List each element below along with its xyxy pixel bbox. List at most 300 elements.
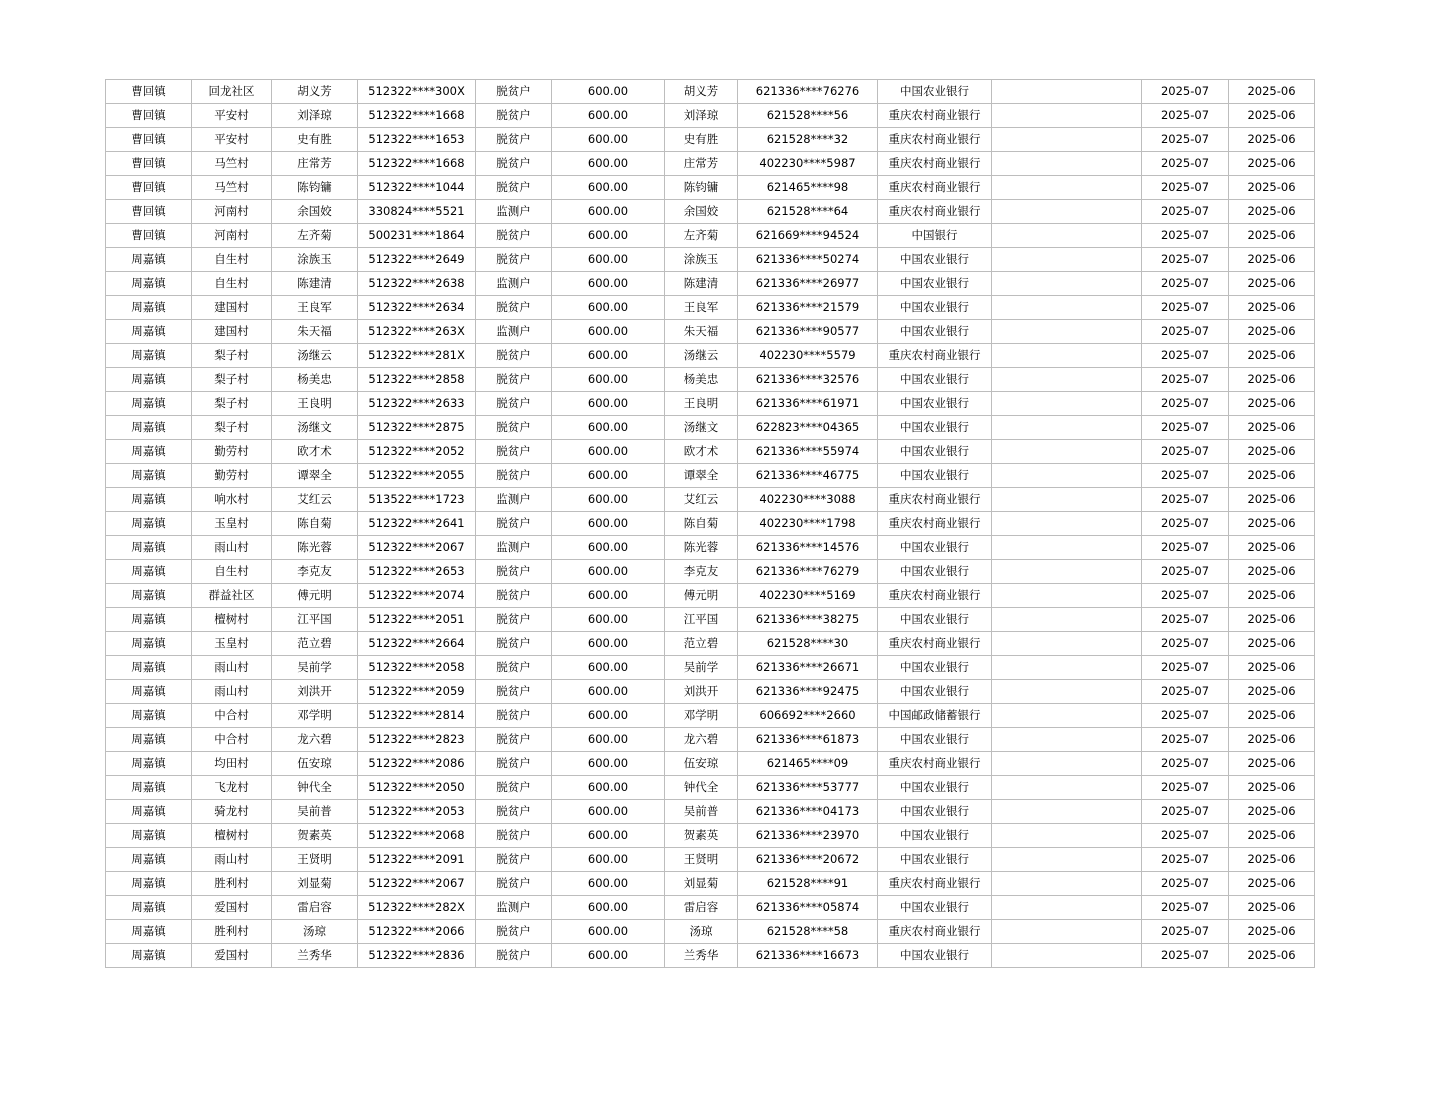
household-type-cell: 监测户 <box>476 272 552 296</box>
village-cell: 勤劳村 <box>192 440 272 464</box>
village-cell: 玉皇村 <box>192 512 272 536</box>
id-number-cell: 512322****2059 <box>358 680 476 704</box>
amount-cell: 600.00 <box>552 560 665 584</box>
town-cell: 周嘉镇 <box>106 512 192 536</box>
household-type-cell: 脱贫户 <box>476 824 552 848</box>
bank-cell: 中国农业银行 <box>878 776 992 800</box>
id-number-cell: 512322****2067 <box>358 536 476 560</box>
town-cell: 周嘉镇 <box>106 608 192 632</box>
remark-cell <box>992 848 1142 872</box>
period-month-cell: 2025-06 <box>1229 560 1315 584</box>
town-cell: 曹回镇 <box>106 224 192 248</box>
table-row <box>106 944 1315 968</box>
town-cell: 周嘉镇 <box>106 560 192 584</box>
id-number-cell: 512322****2067 <box>358 872 476 896</box>
amount-cell: 600.00 <box>552 632 665 656</box>
remark-cell <box>992 656 1142 680</box>
bank-cell: 中国农业银行 <box>878 800 992 824</box>
id-number-cell: 512322****282X <box>358 896 476 920</box>
town-cell: 周嘉镇 <box>106 944 192 968</box>
household-type-cell: 脱贫户 <box>476 464 552 488</box>
amount-cell: 600.00 <box>552 512 665 536</box>
name-cell: 吴前普 <box>272 800 358 824</box>
id-number-cell: 512322****1653 <box>358 128 476 152</box>
issue-month-cell: 2025-07 <box>1142 896 1229 920</box>
household-type-cell: 脱贫户 <box>476 392 552 416</box>
village-cell: 中合村 <box>192 728 272 752</box>
issue-month-cell: 2025-07 <box>1142 368 1229 392</box>
period-month-cell: 2025-06 <box>1229 224 1315 248</box>
id-number-cell: 512322****2058 <box>358 656 476 680</box>
table-row <box>106 560 1315 584</box>
town-cell: 周嘉镇 <box>106 800 192 824</box>
household-type-cell: 脱贫户 <box>476 176 552 200</box>
id-number-cell: 512322****2053 <box>358 800 476 824</box>
bank-cell: 中国农业银行 <box>878 320 992 344</box>
table-row <box>106 296 1315 320</box>
id-number-cell: 513522****1723 <box>358 488 476 512</box>
account-holder-cell: 汤继云 <box>665 344 738 368</box>
household-type-cell: 脱贫户 <box>476 800 552 824</box>
village-cell: 河南村 <box>192 200 272 224</box>
household-type-cell: 脱贫户 <box>476 128 552 152</box>
period-month-cell: 2025-06 <box>1229 272 1315 296</box>
town-cell: 周嘉镇 <box>106 872 192 896</box>
name-cell: 李克友 <box>272 560 358 584</box>
account-holder-cell: 陈自菊 <box>665 512 738 536</box>
account-holder-cell: 史有胜 <box>665 128 738 152</box>
name-cell: 钟代全 <box>272 776 358 800</box>
bank-cell: 中国银行 <box>878 224 992 248</box>
household-type-cell: 脱贫户 <box>476 608 552 632</box>
household-type-cell: 脱贫户 <box>476 152 552 176</box>
bank-cell: 中国农业银行 <box>878 848 992 872</box>
amount-cell: 600.00 <box>552 704 665 728</box>
remark-cell <box>992 704 1142 728</box>
period-month-cell: 2025-06 <box>1229 584 1315 608</box>
village-cell: 梨子村 <box>192 392 272 416</box>
issue-month-cell: 2025-07 <box>1142 608 1229 632</box>
issue-month-cell: 2025-07 <box>1142 80 1229 104</box>
remark-cell <box>992 152 1142 176</box>
amount-cell: 600.00 <box>552 128 665 152</box>
name-cell: 王贤明 <box>272 848 358 872</box>
account-holder-cell: 范立碧 <box>665 632 738 656</box>
amount-cell: 600.00 <box>552 416 665 440</box>
issue-month-cell: 2025-07 <box>1142 344 1229 368</box>
village-cell: 自生村 <box>192 272 272 296</box>
id-number-cell: 512322****2664 <box>358 632 476 656</box>
account-number-cell: 621336****38275 <box>738 608 878 632</box>
account-number-cell: 621336****21579 <box>738 296 878 320</box>
account-number-cell: 621336****23970 <box>738 824 878 848</box>
amount-cell: 600.00 <box>552 728 665 752</box>
table-row <box>106 800 1315 824</box>
table-row <box>106 656 1315 680</box>
village-cell: 平安村 <box>192 128 272 152</box>
town-cell: 曹回镇 <box>106 200 192 224</box>
household-type-cell: 脱贫户 <box>476 440 552 464</box>
town-cell: 曹回镇 <box>106 104 192 128</box>
id-number-cell: 512322****1668 <box>358 104 476 128</box>
issue-month-cell: 2025-07 <box>1142 224 1229 248</box>
issue-month-cell: 2025-07 <box>1142 248 1229 272</box>
issue-month-cell: 2025-07 <box>1142 680 1229 704</box>
account-number-cell: 621465****09 <box>738 752 878 776</box>
amount-cell: 600.00 <box>552 656 665 680</box>
household-type-cell: 监测户 <box>476 488 552 512</box>
bank-cell: 中国农业银行 <box>878 656 992 680</box>
household-type-cell: 脱贫户 <box>476 80 552 104</box>
table-row <box>106 752 1315 776</box>
issue-month-cell: 2025-07 <box>1142 320 1229 344</box>
account-holder-cell: 庄常芳 <box>665 152 738 176</box>
account-number-cell: 621336****50274 <box>738 248 878 272</box>
table-row <box>106 632 1315 656</box>
account-holder-cell: 刘显菊 <box>665 872 738 896</box>
bank-cell: 重庆农村商业银行 <box>878 512 992 536</box>
account-number-cell: 621336****26977 <box>738 272 878 296</box>
period-month-cell: 2025-06 <box>1229 200 1315 224</box>
period-month-cell: 2025-06 <box>1229 800 1315 824</box>
name-cell: 欧才术 <box>272 440 358 464</box>
id-number-cell: 512322****2086 <box>358 752 476 776</box>
issue-month-cell: 2025-07 <box>1142 728 1229 752</box>
name-cell: 吴前学 <box>272 656 358 680</box>
issue-month-cell: 2025-07 <box>1142 944 1229 968</box>
issue-month-cell: 2025-07 <box>1142 824 1229 848</box>
issue-month-cell: 2025-07 <box>1142 296 1229 320</box>
account-number-cell: 622823****04365 <box>738 416 878 440</box>
village-cell: 飞龙村 <box>192 776 272 800</box>
amount-cell: 600.00 <box>552 440 665 464</box>
id-number-cell: 512322****2055 <box>358 464 476 488</box>
town-cell: 周嘉镇 <box>106 296 192 320</box>
name-cell: 雷启容 <box>272 896 358 920</box>
period-month-cell: 2025-06 <box>1229 920 1315 944</box>
id-number-cell: 512322****300X <box>358 80 476 104</box>
account-number-cell: 402230****5987 <box>738 152 878 176</box>
id-number-cell: 500231****1864 <box>358 224 476 248</box>
account-holder-cell: 傅元明 <box>665 584 738 608</box>
issue-month-cell: 2025-07 <box>1142 464 1229 488</box>
account-number-cell: 621336****61971 <box>738 392 878 416</box>
account-holder-cell: 陈建清 <box>665 272 738 296</box>
table-row <box>106 776 1315 800</box>
village-cell: 檀树村 <box>192 608 272 632</box>
id-number-cell: 512322****2051 <box>358 608 476 632</box>
bank-cell: 中国农业银行 <box>878 464 992 488</box>
account-number-cell: 621336****04173 <box>738 800 878 824</box>
remark-cell <box>992 320 1142 344</box>
account-holder-cell: 左齐菊 <box>665 224 738 248</box>
bank-cell: 中国农业银行 <box>878 560 992 584</box>
village-cell: 梨子村 <box>192 368 272 392</box>
remark-cell <box>992 368 1142 392</box>
table-row <box>106 80 1315 104</box>
amount-cell: 600.00 <box>552 848 665 872</box>
village-cell: 爱国村 <box>192 896 272 920</box>
town-cell: 周嘉镇 <box>106 488 192 512</box>
id-number-cell: 512322****2074 <box>358 584 476 608</box>
account-number-cell: 621465****98 <box>738 176 878 200</box>
table-row <box>106 152 1315 176</box>
name-cell: 陈钧镛 <box>272 176 358 200</box>
amount-cell: 600.00 <box>552 920 665 944</box>
village-cell: 檀树村 <box>192 824 272 848</box>
amount-cell: 600.00 <box>552 248 665 272</box>
bank-cell: 中国邮政储蓄银行 <box>878 704 992 728</box>
remark-cell <box>992 536 1142 560</box>
period-month-cell: 2025-06 <box>1229 656 1315 680</box>
account-number-cell: 402230****1798 <box>738 512 878 536</box>
account-holder-cell: 伍安琼 <box>665 752 738 776</box>
issue-month-cell: 2025-07 <box>1142 272 1229 296</box>
village-cell: 马竺村 <box>192 176 272 200</box>
household-type-cell: 脱贫户 <box>476 560 552 584</box>
table-row <box>106 128 1315 152</box>
amount-cell: 600.00 <box>552 80 665 104</box>
bank-cell: 中国农业银行 <box>878 440 992 464</box>
table-row <box>106 392 1315 416</box>
bank-cell: 中国农业银行 <box>878 608 992 632</box>
remark-cell <box>992 344 1142 368</box>
town-cell: 周嘉镇 <box>106 248 192 272</box>
household-type-cell: 脱贫户 <box>476 704 552 728</box>
remark-cell <box>992 248 1142 272</box>
household-type-cell: 监测户 <box>476 200 552 224</box>
account-holder-cell: 吴前普 <box>665 800 738 824</box>
household-type-cell: 脱贫户 <box>476 512 552 536</box>
name-cell: 伍安琼 <box>272 752 358 776</box>
household-type-cell: 脱贫户 <box>476 344 552 368</box>
issue-month-cell: 2025-07 <box>1142 416 1229 440</box>
bank-cell: 重庆农村商业银行 <box>878 752 992 776</box>
household-type-cell: 脱贫户 <box>476 680 552 704</box>
account-number-cell: 402230****3088 <box>738 488 878 512</box>
issue-month-cell: 2025-07 <box>1142 920 1229 944</box>
issue-month-cell: 2025-07 <box>1142 704 1229 728</box>
amount-cell: 600.00 <box>552 344 665 368</box>
village-cell: 爱国村 <box>192 944 272 968</box>
town-cell: 周嘉镇 <box>106 752 192 776</box>
household-type-cell: 脱贫户 <box>476 104 552 128</box>
issue-month-cell: 2025-07 <box>1142 536 1229 560</box>
remark-cell <box>992 80 1142 104</box>
bank-cell: 中国农业银行 <box>878 728 992 752</box>
amount-cell: 600.00 <box>552 320 665 344</box>
amount-cell: 600.00 <box>552 152 665 176</box>
id-number-cell: 512322****2091 <box>358 848 476 872</box>
bank-cell: 重庆农村商业银行 <box>878 200 992 224</box>
account-holder-cell: 邓学明 <box>665 704 738 728</box>
amount-cell: 600.00 <box>552 104 665 128</box>
name-cell: 王良军 <box>272 296 358 320</box>
amount-cell: 600.00 <box>552 488 665 512</box>
name-cell: 刘显菊 <box>272 872 358 896</box>
village-cell: 雨山村 <box>192 536 272 560</box>
account-number-cell: 621336****92475 <box>738 680 878 704</box>
village-cell: 勤劳村 <box>192 464 272 488</box>
remark-cell <box>992 176 1142 200</box>
household-type-cell: 脱贫户 <box>476 944 552 968</box>
period-month-cell: 2025-06 <box>1229 536 1315 560</box>
issue-month-cell: 2025-07 <box>1142 800 1229 824</box>
period-month-cell: 2025-06 <box>1229 944 1315 968</box>
account-number-cell: 621336****20672 <box>738 848 878 872</box>
town-cell: 周嘉镇 <box>106 344 192 368</box>
bank-cell: 中国农业银行 <box>878 680 992 704</box>
remark-cell <box>992 680 1142 704</box>
village-cell: 建国村 <box>192 320 272 344</box>
name-cell: 涂族玉 <box>272 248 358 272</box>
table-row <box>106 824 1315 848</box>
bank-cell: 重庆农村商业银行 <box>878 872 992 896</box>
remark-cell <box>992 584 1142 608</box>
village-cell: 响水村 <box>192 488 272 512</box>
village-cell: 自生村 <box>192 248 272 272</box>
bank-cell: 中国农业银行 <box>878 944 992 968</box>
town-cell: 周嘉镇 <box>106 920 192 944</box>
amount-cell: 600.00 <box>552 176 665 200</box>
table-row <box>106 680 1315 704</box>
town-cell: 周嘉镇 <box>106 824 192 848</box>
account-holder-cell: 涂族玉 <box>665 248 738 272</box>
period-month-cell: 2025-06 <box>1229 296 1315 320</box>
table-row <box>106 176 1315 200</box>
town-cell: 周嘉镇 <box>106 632 192 656</box>
period-month-cell: 2025-06 <box>1229 128 1315 152</box>
id-number-cell: 512322****2836 <box>358 944 476 968</box>
account-number-cell: 621528****58 <box>738 920 878 944</box>
period-month-cell: 2025-06 <box>1229 440 1315 464</box>
amount-cell: 600.00 <box>552 776 665 800</box>
remark-cell <box>992 824 1142 848</box>
account-number-cell: 621336****05874 <box>738 896 878 920</box>
amount-cell: 600.00 <box>552 392 665 416</box>
household-type-cell: 脱贫户 <box>476 728 552 752</box>
bank-cell: 重庆农村商业银行 <box>878 632 992 656</box>
name-cell: 兰秀华 <box>272 944 358 968</box>
bank-cell: 中国农业银行 <box>878 296 992 320</box>
household-type-cell: 脱贫户 <box>476 776 552 800</box>
issue-month-cell: 2025-07 <box>1142 200 1229 224</box>
household-type-cell: 脱贫户 <box>476 848 552 872</box>
remark-cell <box>992 728 1142 752</box>
household-type-cell: 监测户 <box>476 896 552 920</box>
issue-month-cell: 2025-07 <box>1142 560 1229 584</box>
period-month-cell: 2025-06 <box>1229 608 1315 632</box>
account-holder-cell: 兰秀华 <box>665 944 738 968</box>
period-month-cell: 2025-06 <box>1229 872 1315 896</box>
remark-cell <box>992 224 1142 248</box>
period-month-cell: 2025-06 <box>1229 104 1315 128</box>
town-cell: 周嘉镇 <box>106 584 192 608</box>
issue-month-cell: 2025-07 <box>1142 584 1229 608</box>
account-holder-cell: 陈钧镛 <box>665 176 738 200</box>
bank-cell: 重庆农村商业银行 <box>878 104 992 128</box>
account-number-cell: 402230****5579 <box>738 344 878 368</box>
account-holder-cell: 贺素英 <box>665 824 738 848</box>
name-cell: 傅元明 <box>272 584 358 608</box>
id-number-cell: 512322****2050 <box>358 776 476 800</box>
name-cell: 刘洪开 <box>272 680 358 704</box>
account-number-cell: 621336****46775 <box>738 464 878 488</box>
town-cell: 周嘉镇 <box>106 320 192 344</box>
table-row <box>106 728 1315 752</box>
village-cell: 中合村 <box>192 704 272 728</box>
name-cell: 汤琼 <box>272 920 358 944</box>
remark-cell <box>992 512 1142 536</box>
table-row <box>106 200 1315 224</box>
id-number-cell: 512322****2858 <box>358 368 476 392</box>
bank-cell: 重庆农村商业银行 <box>878 920 992 944</box>
remark-cell <box>992 944 1142 968</box>
period-month-cell: 2025-06 <box>1229 80 1315 104</box>
remark-cell <box>992 200 1142 224</box>
bank-cell: 重庆农村商业银行 <box>878 584 992 608</box>
remark-cell <box>992 632 1142 656</box>
bank-cell: 中国农业银行 <box>878 416 992 440</box>
account-number-cell: 621336****53777 <box>738 776 878 800</box>
id-number-cell: 512322****2634 <box>358 296 476 320</box>
account-holder-cell: 陈光蓉 <box>665 536 738 560</box>
issue-month-cell: 2025-07 <box>1142 512 1229 536</box>
remark-cell <box>992 416 1142 440</box>
table-row <box>106 416 1315 440</box>
period-month-cell: 2025-06 <box>1229 728 1315 752</box>
account-holder-cell: 王良明 <box>665 392 738 416</box>
town-cell: 周嘉镇 <box>106 536 192 560</box>
id-number-cell: 512322****1044 <box>358 176 476 200</box>
amount-cell: 600.00 <box>552 224 665 248</box>
account-number-cell: 621336****26671 <box>738 656 878 680</box>
period-month-cell: 2025-06 <box>1229 320 1315 344</box>
account-holder-cell: 谭翠全 <box>665 464 738 488</box>
remark-cell <box>992 752 1142 776</box>
bank-cell: 重庆农村商业银行 <box>878 488 992 512</box>
account-number-cell: 621528****64 <box>738 200 878 224</box>
account-holder-cell: 朱天福 <box>665 320 738 344</box>
remark-cell <box>992 896 1142 920</box>
account-number-cell: 621336****55974 <box>738 440 878 464</box>
remark-cell <box>992 464 1142 488</box>
account-holder-cell: 李克友 <box>665 560 738 584</box>
bank-cell: 中国农业银行 <box>878 896 992 920</box>
account-number-cell: 402230****5169 <box>738 584 878 608</box>
name-cell: 陈建清 <box>272 272 358 296</box>
household-type-cell: 脱贫户 <box>476 416 552 440</box>
amount-cell: 600.00 <box>552 584 665 608</box>
town-cell: 周嘉镇 <box>106 440 192 464</box>
village-cell: 群益社区 <box>192 584 272 608</box>
village-cell: 玉皇村 <box>192 632 272 656</box>
bank-cell: 重庆农村商业银行 <box>878 128 992 152</box>
remark-cell <box>992 872 1142 896</box>
table-row <box>106 272 1315 296</box>
id-number-cell: 512322****281X <box>358 344 476 368</box>
name-cell: 范立碧 <box>272 632 358 656</box>
amount-cell: 600.00 <box>552 752 665 776</box>
town-cell: 周嘉镇 <box>106 416 192 440</box>
amount-cell: 600.00 <box>552 800 665 824</box>
remark-cell <box>992 560 1142 584</box>
issue-month-cell: 2025-07 <box>1142 440 1229 464</box>
period-month-cell: 2025-06 <box>1229 416 1315 440</box>
account-number-cell: 621669****94524 <box>738 224 878 248</box>
village-cell: 均田村 <box>192 752 272 776</box>
period-month-cell: 2025-06 <box>1229 392 1315 416</box>
